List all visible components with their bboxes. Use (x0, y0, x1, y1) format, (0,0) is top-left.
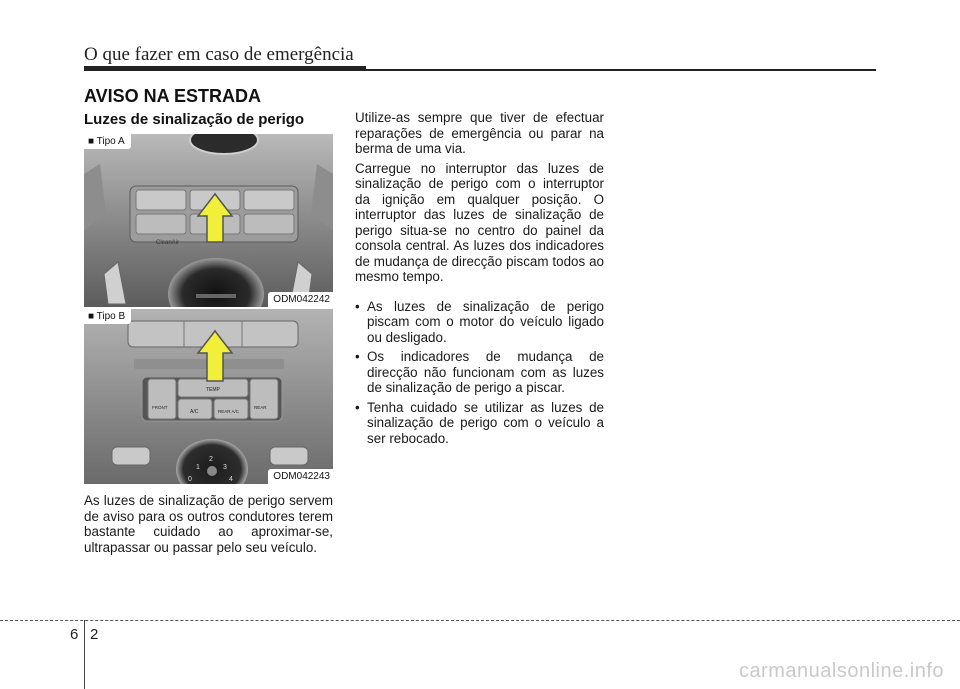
dial-3: 3 (223, 464, 227, 471)
cleanair-label: CleanAir (156, 240, 180, 246)
list-item (355, 299, 604, 346)
sub-heading: Luzes de sinalização de perigo (84, 111, 305, 128)
list-item (355, 400, 604, 447)
list-item-text: Os indicadores de mudança de direcção não funcionam com as luzes de sinalização de perigo a piscar. (367, 349, 604, 395)
bullet-list (355, 299, 604, 447)
console-illustration-a (84, 134, 333, 307)
figure-tag: ■ Tipo A (84, 134, 131, 149)
figure-tag: ■ Tipo B (84, 309, 131, 324)
dial-4: 4 (229, 476, 233, 483)
ac-label: A/C (190, 409, 199, 415)
dial-0: 0 (188, 476, 192, 483)
bullet-icon: • (355, 298, 360, 314)
section-title: AVISO NA ESTRADA (84, 86, 262, 106)
footer-dashed-rule (0, 620, 960, 621)
left-paragraph: As luzes de sinalização de perigo servem de aviso para os outros condutores terem bastante cuidado ao aproximar-se, ultrapassar ou passar pelo seu veículo. (84, 493, 333, 555)
header-rule-thick (84, 66, 366, 71)
footer-vertical-rule (84, 620, 85, 689)
list-item-text: As luzes de sinalização de perigo piscam com o motor do veículo ligado ou desligado. (367, 298, 604, 345)
figure-code: ODM042242 (268, 292, 333, 307)
section-number: 6 (70, 626, 79, 643)
bullet-icon: • (355, 399, 360, 415)
bullet-icon: • (355, 349, 360, 364)
figure-type-b (84, 309, 333, 484)
front-label: FRONT (152, 405, 168, 410)
dial-1: 1 (196, 464, 200, 471)
console-illustration-b (84, 309, 333, 484)
right-column (355, 110, 604, 450)
page-header-title: O que fazer em caso de emergência (84, 44, 354, 65)
watermark: carmanualsonline.info (738, 660, 944, 682)
temp-label: TEMP (206, 387, 220, 393)
right-paragraph: Carregue no interruptor das luzes de sinalização de perigo com o interruptor da ignição em qualquer posição. O interruptor das luzes de sinalização de perigo situa-se no centro do painel da consola central. As luzes dos indicadores de mudança de direcção piscam todos ao mesmo tempo. (355, 160, 604, 284)
page-number: 2 (90, 626, 99, 643)
right-paragraph: Utilize-as sempre que tiver de efectuar reparações de emergência ou parar na berma de uma via. (355, 110, 604, 156)
figure-code: ODM042243 (268, 469, 333, 484)
rear-label: REAR (254, 405, 267, 410)
rear-ac-label: REAR A/C (218, 409, 240, 414)
list-item-text: Tenha cuidado se utilizar as luzes de sinalização de perigo com o veículo a ser rebocado. (367, 399, 604, 446)
figure-type-a (84, 134, 333, 307)
dial-2: 2 (209, 456, 213, 463)
list-item (355, 349, 604, 396)
header-rule-thin (366, 69, 876, 71)
